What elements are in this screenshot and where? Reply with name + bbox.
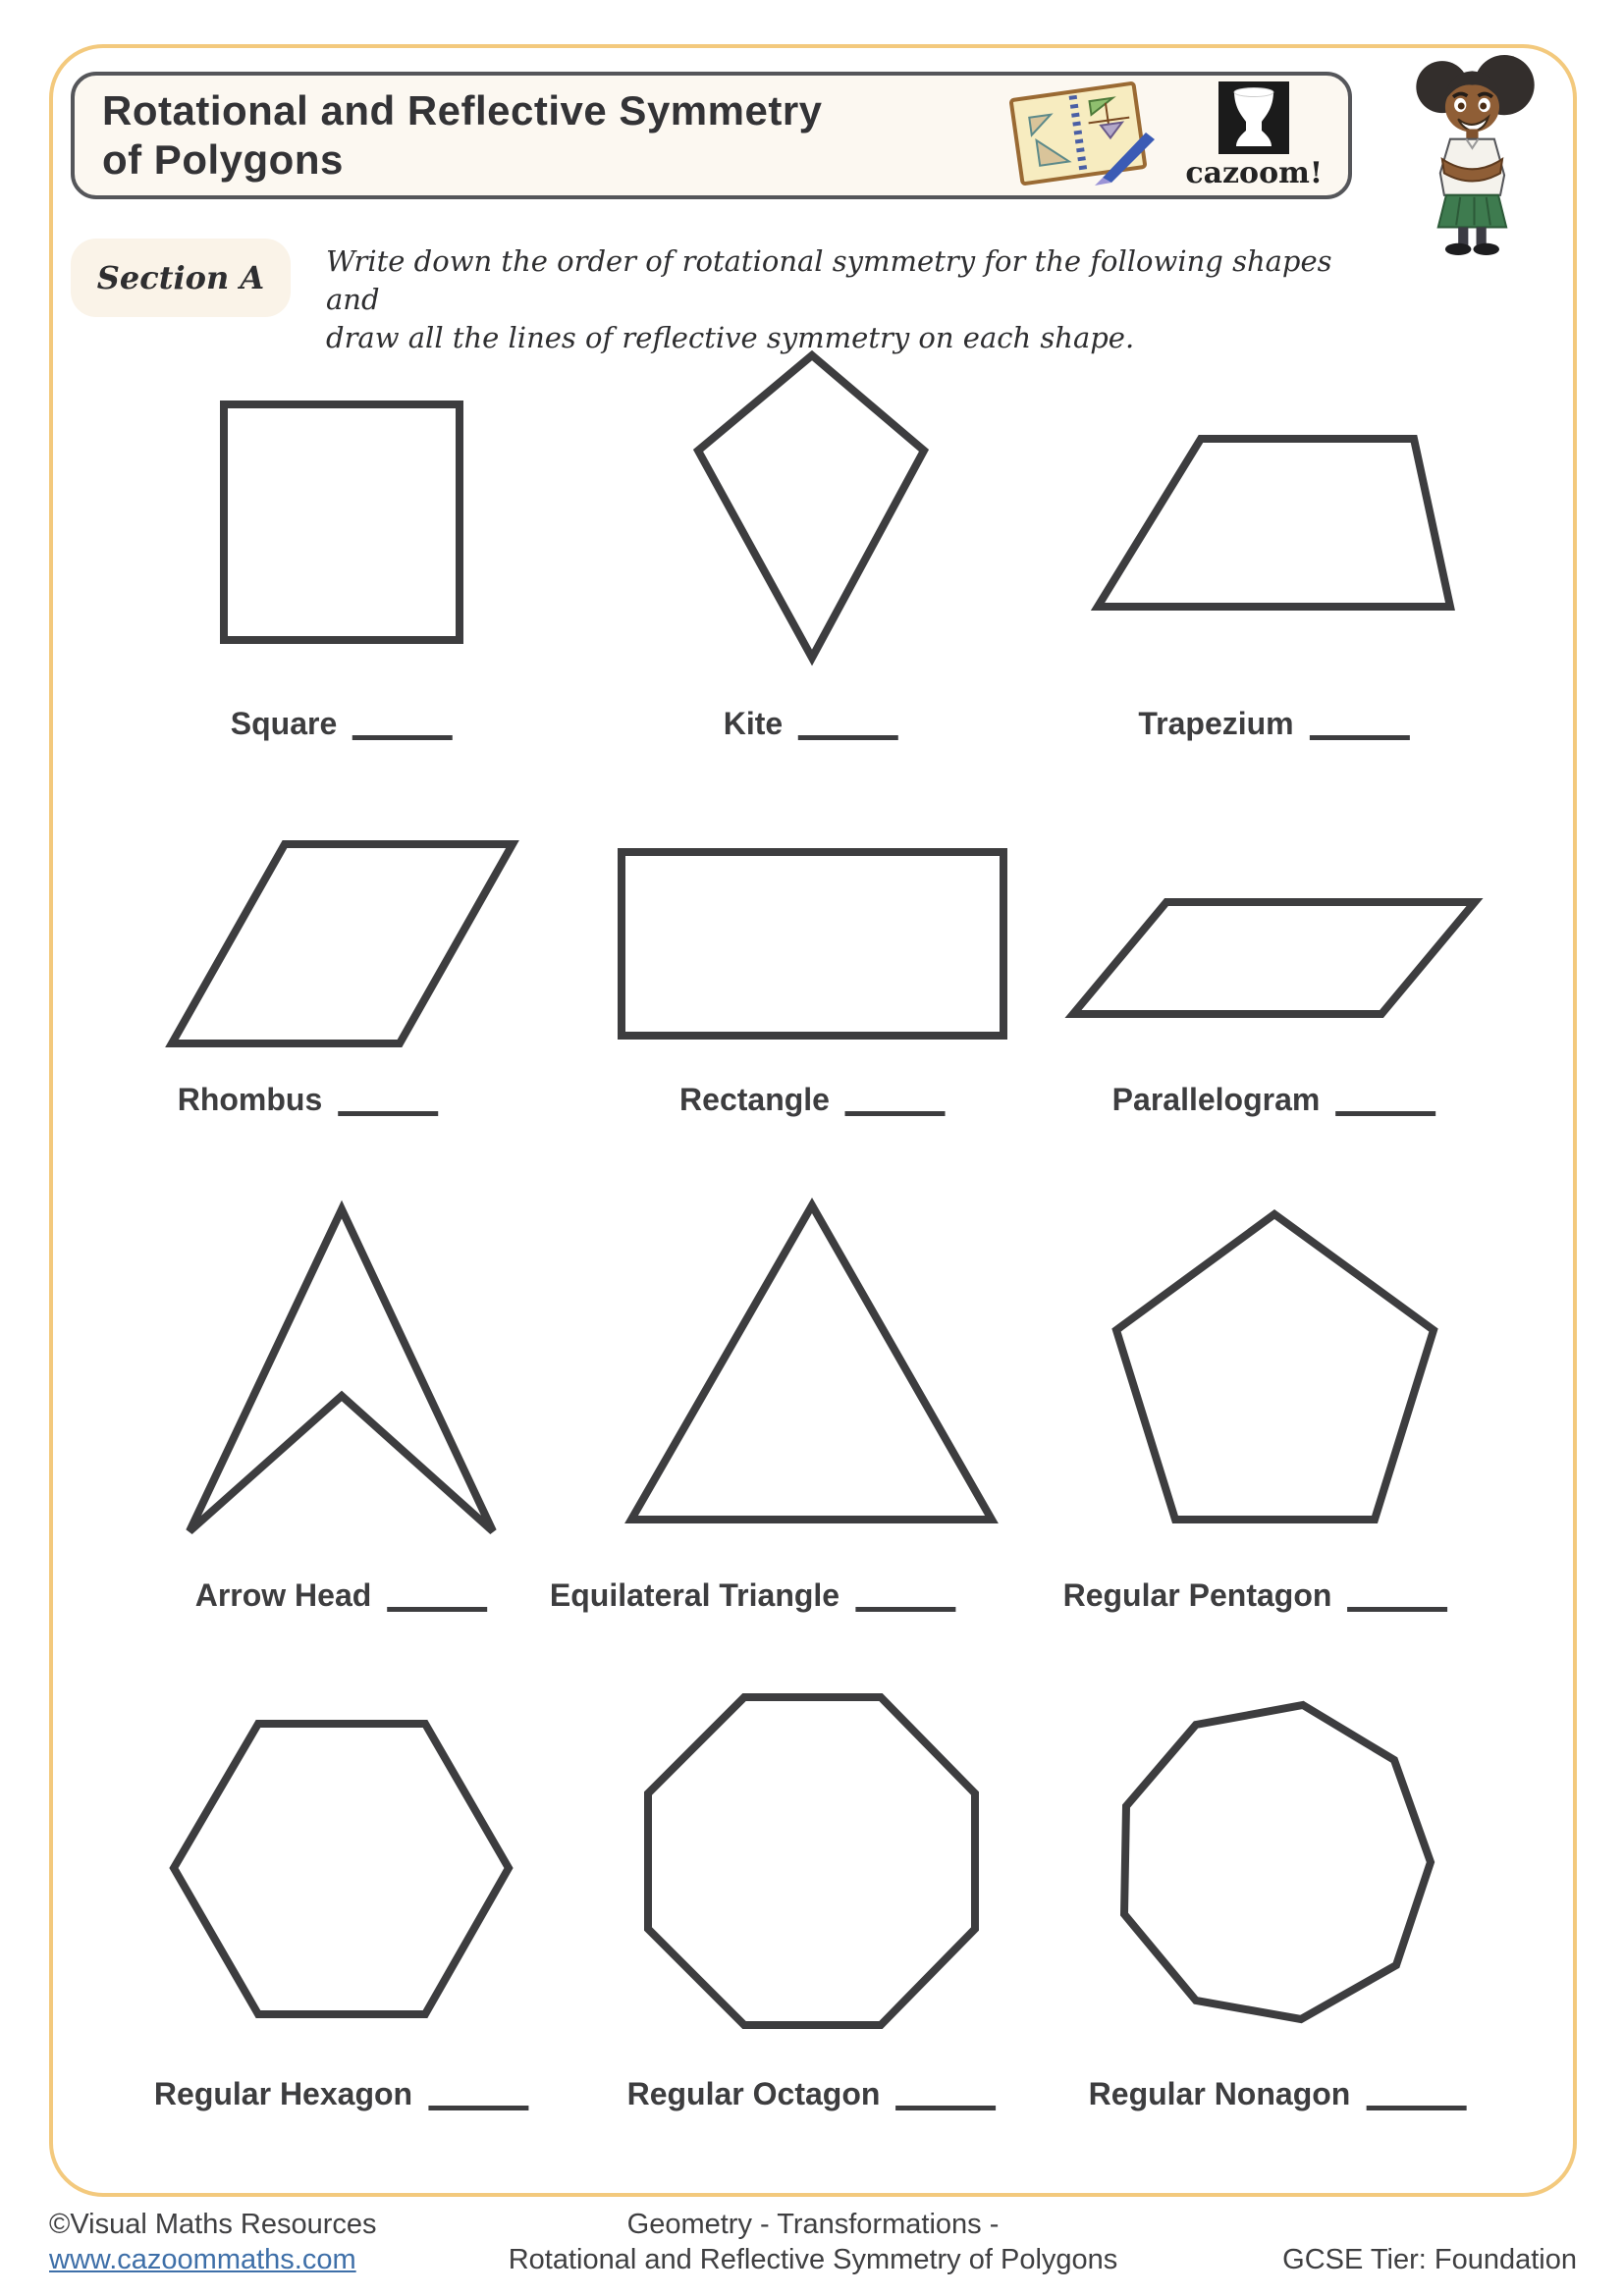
rectangle-label-text: Rectangle [679, 1082, 830, 1117]
regular-octagon-answer-blank[interactable] [895, 2103, 996, 2110]
rhombus-shape [172, 844, 513, 1043]
regular-nonagon-label [1089, 2074, 1467, 2113]
footer [49, 2207, 1577, 2277]
footer-topic-line-2: Rotational and Reflective Symmetry of Polygons [508, 2244, 1118, 2275]
trapezium-label-text: Trapezium [1138, 706, 1294, 741]
instructions-line-1: Write down the order of rotational symmetry for the following shapes and [326, 244, 1332, 316]
parallelogram-answer-blank[interactable] [1335, 1108, 1435, 1116]
arrow-head-label-text: Arrow Head [194, 1577, 372, 1613]
equilateral-triangle-shape [631, 1205, 992, 1520]
regular-pentagon-label-text: Regular Pentagon [1062, 1577, 1332, 1613]
equilateral-triangle-answer-blank[interactable] [855, 1604, 955, 1612]
regular-pentagon-answer-blank[interactable] [1347, 1604, 1447, 1612]
regular-pentagon-label [1063, 1575, 1448, 1615]
square-shape [224, 404, 460, 640]
kite-shape [698, 355, 924, 658]
rhombus-label [178, 1080, 439, 1119]
trapezium-answer-blank[interactable] [1310, 732, 1410, 740]
footer-left [49, 2207, 471, 2277]
cazoom-logo-text: cazoom! [1185, 155, 1323, 190]
arrow-head-label [195, 1575, 488, 1615]
regular-hexagon-label-text: Regular Hexagon [153, 2076, 413, 2111]
copyright-text: ©Visual Maths Resources [49, 2209, 377, 2240]
regular-nonagon-label-text: Regular Nonagon [1088, 2076, 1351, 2111]
rectangle-shape [622, 852, 1003, 1036]
rhombus-answer-blank[interactable] [338, 1108, 438, 1116]
square-label-text: Square [230, 706, 338, 741]
trapezium-shape [1098, 439, 1450, 607]
kite-label-text: Kite [723, 706, 784, 741]
parallelogram-label-text: Parallelogram [1111, 1082, 1321, 1117]
square-label [231, 704, 453, 743]
title-line-1: Rotational and Reflective Symmetry [102, 87, 823, 133]
square-answer-blank[interactable] [352, 732, 453, 740]
regular-hexagon-shape [174, 1724, 509, 2014]
regular-hexagon-answer-blank[interactable] [428, 2103, 528, 2110]
section-a-label: Section A [96, 259, 265, 296]
rectangle-answer-blank[interactable] [845, 1108, 946, 1116]
footer-center [471, 2207, 1155, 2277]
rectangle-label [679, 1080, 946, 1119]
instructions-line-2: draw all the lines of reflective symmetry on each shape. [326, 321, 1135, 354]
regular-octagon-label [627, 2074, 997, 2113]
regular-nonagon-answer-blank[interactable] [1366, 2103, 1466, 2110]
footer-topic-line-1: Geometry - Transformations - [626, 2209, 1000, 2240]
website-link[interactable]: www.cazoommaths.com [49, 2244, 356, 2275]
regular-nonagon-shape [1124, 1705, 1431, 2019]
regular-octagon-label-text: Regular Octagon [626, 2076, 881, 2111]
equilateral-triangle-label-text: Equilateral Triangle [549, 1577, 840, 1613]
parallelogram-label [1112, 1080, 1436, 1119]
regular-pentagon-shape [1116, 1214, 1434, 1520]
kite-answer-blank[interactable] [798, 732, 898, 740]
regular-hexagon-label [154, 2074, 528, 2113]
arrow-head-answer-blank[interactable] [387, 1604, 487, 1612]
regular-octagon-shape [648, 1697, 975, 2025]
footer-tier-text: GCSE Tier: Foundation [1282, 2244, 1577, 2275]
trapezium-label [1138, 704, 1409, 743]
kite-label [724, 704, 898, 743]
title-line-2: of Polygons [102, 136, 344, 183]
equilateral-triangle-label [550, 1575, 955, 1615]
rhombus-label-text: Rhombus [177, 1082, 323, 1117]
parallelogram-shape [1073, 902, 1475, 1014]
arrow-head-shape [189, 1209, 493, 1531]
